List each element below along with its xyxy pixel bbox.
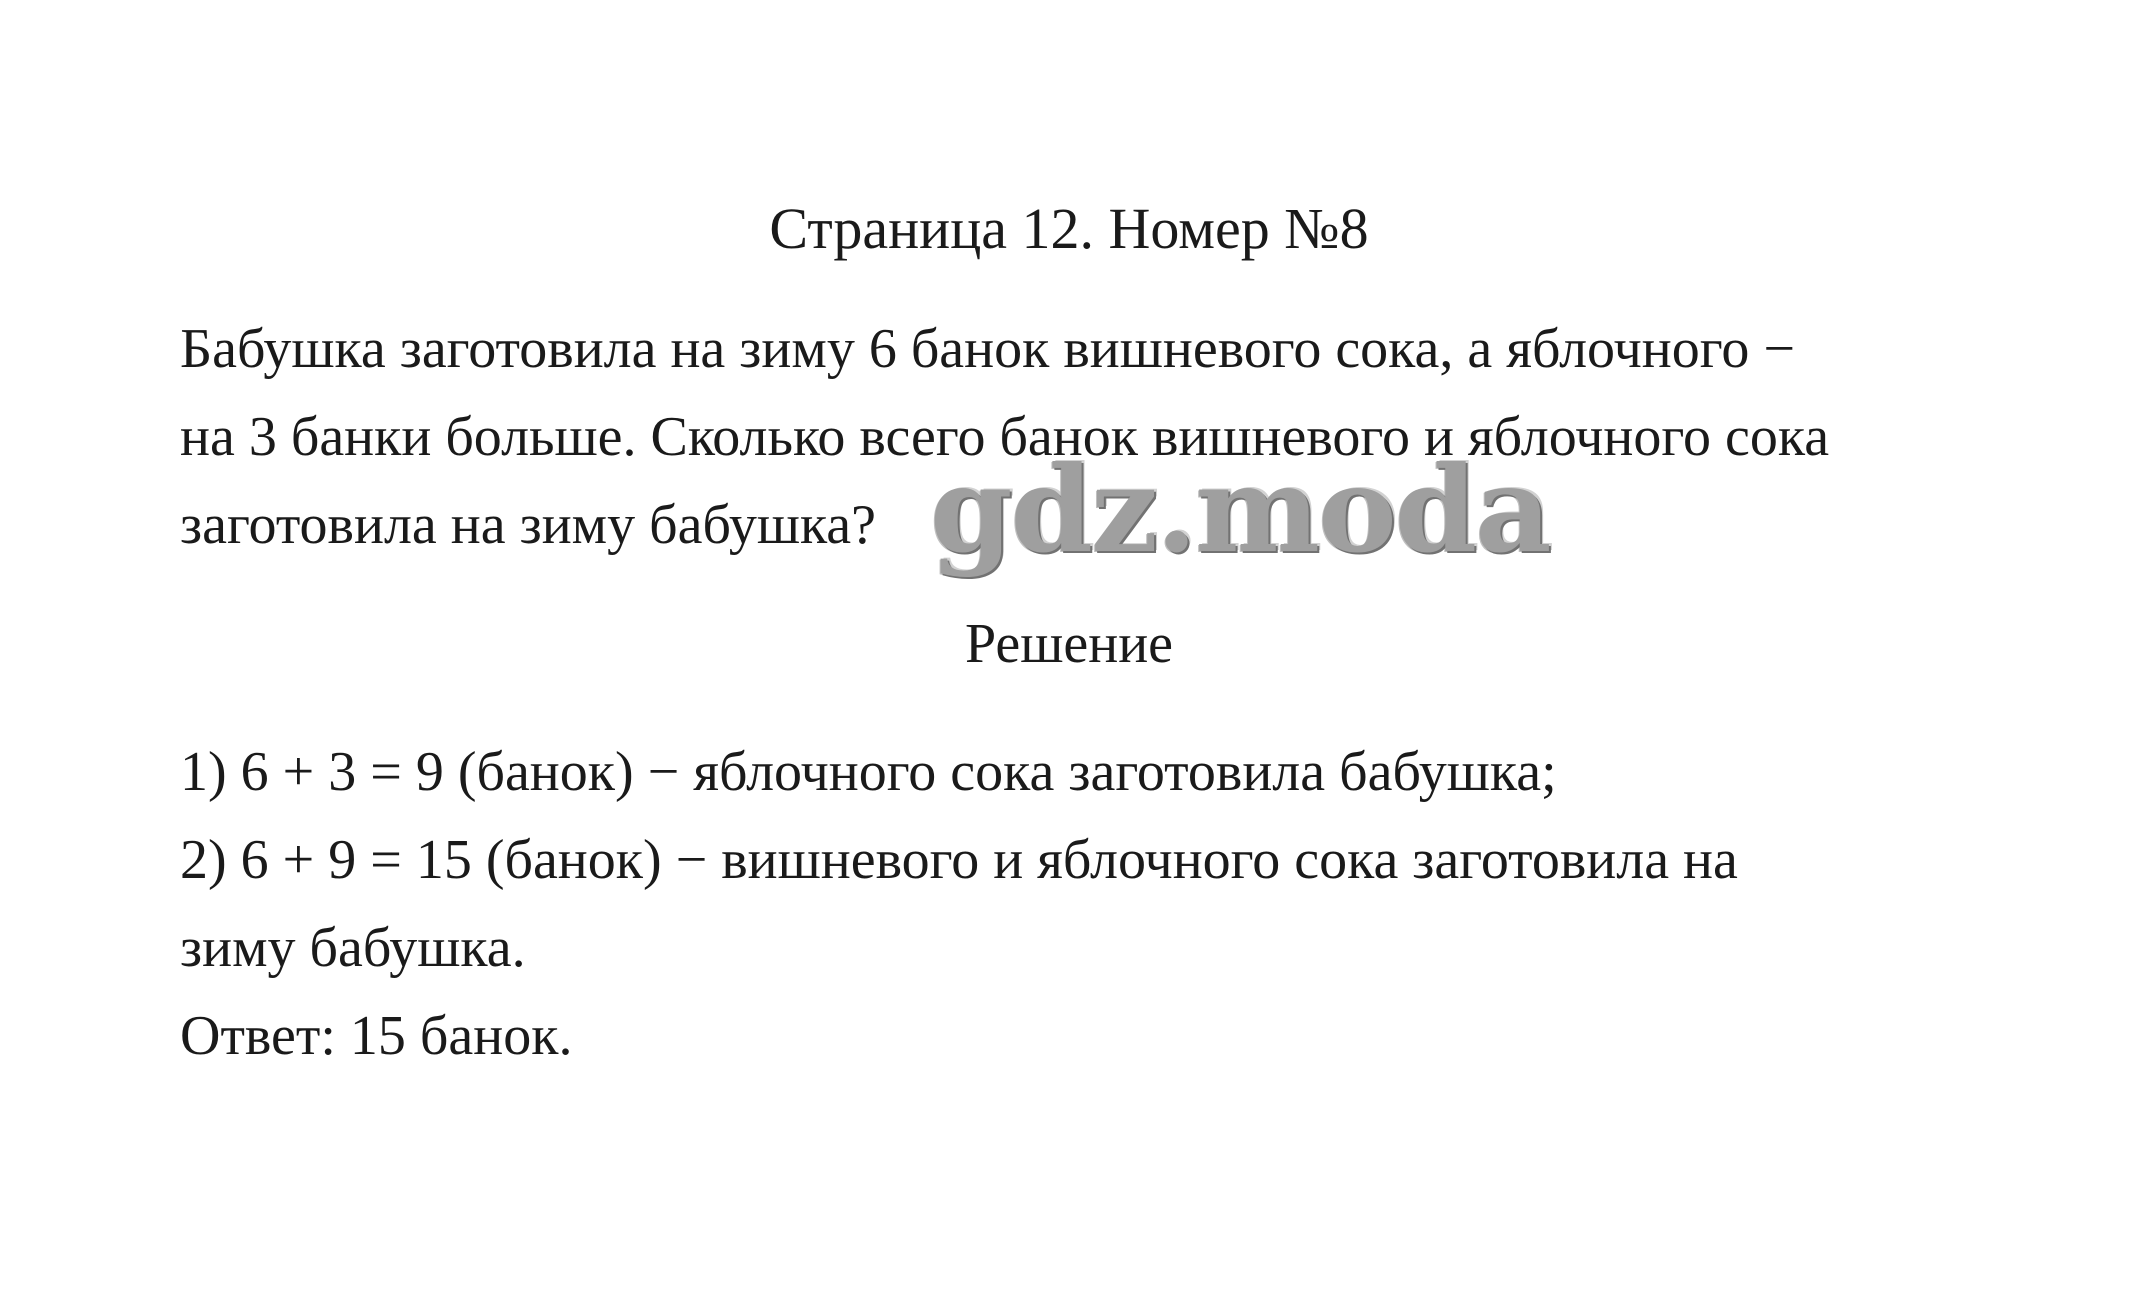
solution-line: 1) 6 + 3 = 9 (банок) − яблочного сока заготовила бабушка; [180,741,1557,803]
problem-line: на 3 банки больше. Сколько всего банок вишневого и яблочного сока [180,406,1830,468]
solution-line: зиму бабушка. [180,917,526,979]
watermark-logo: gdz.moda [930,440,1550,579]
solution-heading: Решение [964,613,1174,675]
page-title: Страница 12. Номер №8 [769,196,1369,261]
problem-line: заготовила на зиму бабушка? [180,494,877,556]
solution-steps [180,728,2020,1080]
solution-line: 2) 6 + 9 = 15 (банок) − вишневого и яблочного сока заготовила на [180,829,1738,891]
problem-line: Бабушка заготовила на зиму 6 банок вишневого сока, а яблочного − [180,318,1795,380]
answer-line: Ответ: 15 банок. [180,1005,573,1067]
